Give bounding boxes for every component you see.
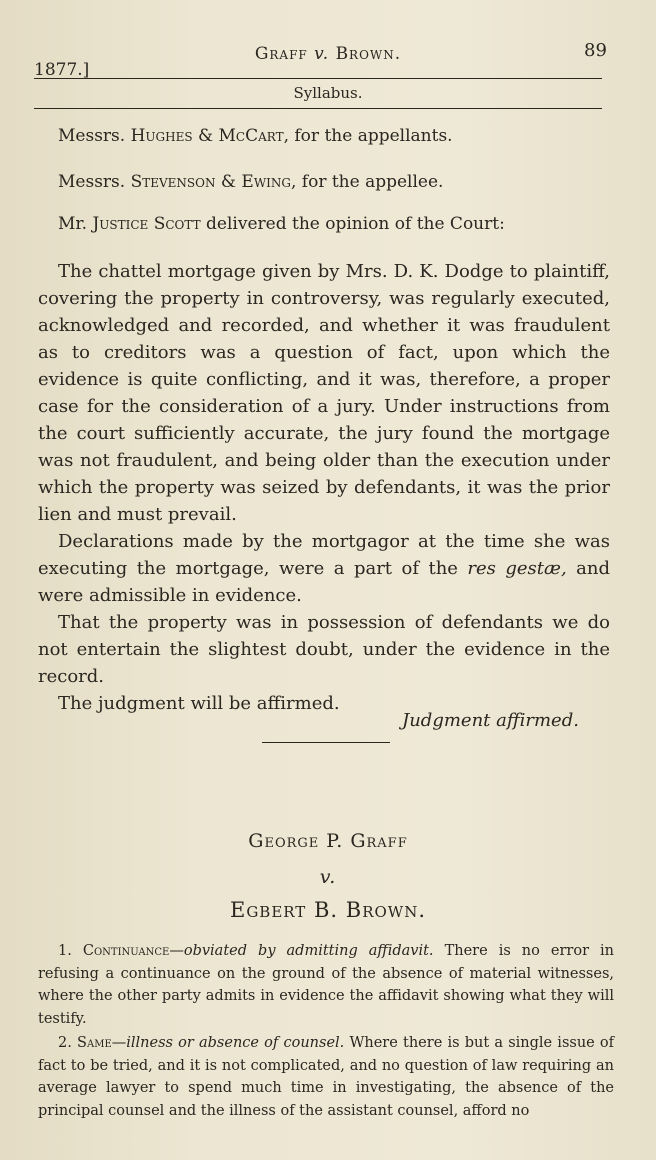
running-head-right: Brown.	[335, 44, 402, 64]
item-heading: Continuance	[82, 943, 170, 959]
running-head-v: v.	[314, 44, 330, 64]
counsel-appellee	[58, 172, 443, 192]
counsel-prefix: Messrs.	[58, 126, 126, 146]
opinion-paragraph: That the property was in possession of defendants we do not entertain the slightest doubt, under the evidence in the record.	[38, 612, 610, 687]
opinion-paragraph: The chattel mortgage given by Mrs. D. K. Dodge to plaintiff, covering the property in controversy, was regularly executed, acknowledged and recorded, and whether it was fraudulent as to creditors was a question of fact, upon which the evidence is quite conflicting, and it was, therefore, a proper case for the consideration of a jury. Under instructions from the court sufficiently accurate, the jury found the mortgage was not fraudulent, and being older than the execution under which the property was seized by defendants, it was the prior lien and must prevail.	[38, 261, 610, 525]
header-year: 1877.]	[34, 60, 90, 80]
opinion-paragraph: The judgment will be affirmed.	[58, 693, 340, 714]
running-head-left: Graff	[254, 44, 308, 64]
justice-name: Justice Scott	[92, 214, 201, 234]
item-text: Where there is but a single issue of fact to be tried, and it is not complicated, and no question of law requiring an average lawyer to spend much time in investigating, the absence of the principal counsel and the illness of the assistant counsel, afford no	[38, 1035, 615, 1119]
judgment-line: Judgment affirmed.	[402, 710, 579, 731]
item-heading: Same	[77, 1035, 112, 1051]
syllabus-item-1	[38, 940, 614, 1030]
section-rule	[34, 108, 602, 109]
item-subheading: —illness or absence of counsel.	[111, 1035, 345, 1051]
opinion-author	[58, 214, 505, 234]
item-number: 1.	[58, 943, 72, 959]
caption-versus: v.	[319, 866, 337, 888]
item-number: 2.	[58, 1035, 72, 1051]
text-run: and were admissible in evidence.	[38, 558, 610, 606]
caption-appellee: Egbert B. Brown.	[229, 898, 427, 922]
opinion-paragraph	[38, 528, 610, 609]
counsel-prefix: Messrs.	[58, 172, 126, 192]
syllabus-item-2	[38, 1032, 614, 1122]
opinion-text	[38, 258, 610, 717]
latin-term: res gestæ,	[467, 558, 567, 579]
item-subheading: —obviated by admitting affidavit.	[169, 943, 434, 959]
caption-appellant: George P. Graff	[248, 830, 408, 852]
justice-role: delivered the opinion of the Court:	[206, 214, 505, 234]
counsel-appellants	[58, 126, 453, 146]
counsel-names: Hughes & McCart,	[130, 126, 289, 146]
counsel-role: for the appellants.	[294, 126, 453, 146]
section-label: Syllabus.	[293, 84, 363, 102]
page-number: 89	[584, 40, 607, 61]
item-text: There is no error in refusing a continuance on the ground of the absence of material witnesses, where the other party admits in evidence the affidavit showing what they will testify.	[38, 943, 615, 1027]
text-run: Declarations made by the mortgagor at the time she was executing the mortgage, were a part of the	[38, 531, 610, 579]
case-divider	[262, 742, 390, 743]
justice-prefix: Mr.	[58, 214, 88, 234]
counsel-role: for the appellee.	[301, 172, 444, 192]
counsel-names: Stevenson & Ewing,	[130, 172, 297, 192]
running-head	[0, 44, 656, 64]
header-rule	[34, 78, 602, 79]
